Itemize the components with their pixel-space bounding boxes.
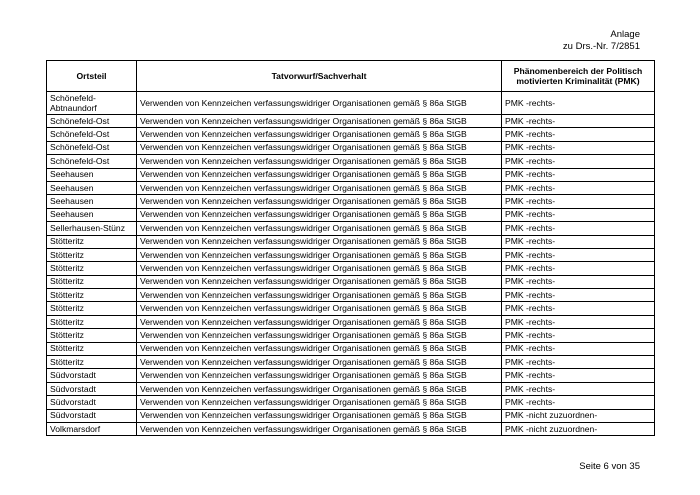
table-row xyxy=(47,382,655,395)
cell-ortsteil: Südvorstadt xyxy=(47,396,137,409)
table-row xyxy=(47,329,655,342)
cell-tatvorwurf: Verwenden von Kennzeichen verfassungswidriger Organisationen gemäß § 86a StGB xyxy=(137,115,502,128)
incident-table xyxy=(46,60,655,436)
cell-ortsteil: Südvorstadt xyxy=(47,369,137,382)
cell-ortsteil: Seehausen xyxy=(47,208,137,221)
cell-phaenomenbereich: PMK -nicht zuzuordnen- xyxy=(502,422,655,435)
cell-phaenomenbereich: PMK -rechts- xyxy=(502,275,655,288)
table-row xyxy=(47,248,655,261)
cell-phaenomenbereich: PMK -rechts- xyxy=(502,262,655,275)
cell-phaenomenbereich: PMK -rechts- xyxy=(502,115,655,128)
cell-ortsteil: Seehausen xyxy=(47,195,137,208)
cell-phaenomenbereich: PMK -rechts- xyxy=(502,222,655,235)
table-row xyxy=(47,262,655,275)
table-row xyxy=(47,315,655,328)
table-row xyxy=(47,168,655,181)
cell-tatvorwurf: Verwenden von Kennzeichen verfassungswidriger Organisationen gemäß § 86a StGB xyxy=(137,369,502,382)
header-annex-label: Anlage xyxy=(610,29,640,40)
table-row xyxy=(47,208,655,221)
cell-ortsteil: Stötteritz xyxy=(47,262,137,275)
table-header-row xyxy=(47,61,655,92)
table-row xyxy=(47,222,655,235)
cell-tatvorwurf: Verwenden von Kennzeichen verfassungswidriger Organisationen gemäß § 86a StGB xyxy=(137,422,502,435)
cell-phaenomenbereich: PMK -rechts- xyxy=(502,208,655,221)
cell-phaenomenbereich: PMK -rechts- xyxy=(502,128,655,141)
cell-phaenomenbereich: PMK -rechts- xyxy=(502,168,655,181)
cell-ortsteil: Seehausen xyxy=(47,181,137,194)
cell-phaenomenbereich: PMK -rechts- xyxy=(502,302,655,315)
table-row xyxy=(47,181,655,194)
cell-ortsteil: Volkmarsdorf xyxy=(47,422,137,435)
cell-tatvorwurf: Verwenden von Kennzeichen verfassungswidriger Organisationen gemäß § 86a StGB xyxy=(137,208,502,221)
table-row xyxy=(47,195,655,208)
table-body xyxy=(47,92,655,436)
cell-tatvorwurf: Verwenden von Kennzeichen verfassungswidriger Organisationen gemäß § 86a StGB xyxy=(137,275,502,288)
column-header-ortsteil: Ortsteil xyxy=(47,61,137,92)
table-row xyxy=(47,409,655,422)
cell-ortsteil: Stötteritz xyxy=(47,248,137,261)
cell-phaenomenbereich: PMK -rechts- xyxy=(502,235,655,248)
cell-tatvorwurf: Verwenden von Kennzeichen verfassungswidriger Organisationen gemäß § 86a StGB xyxy=(137,168,502,181)
cell-tatvorwurf: Verwenden von Kennzeichen verfassungswidriger Organisationen gemäß § 86a StGB xyxy=(137,195,502,208)
cell-ortsteil: Seehausen xyxy=(47,168,137,181)
cell-ortsteil: Schönefeld-Abtnaundorf xyxy=(47,92,137,115)
column-header-phaenomenbereich: Phänomenbereich der Politisch motivierten Kriminalität (PMK) xyxy=(502,61,655,92)
table-row xyxy=(47,128,655,141)
cell-tatvorwurf: Verwenden von Kennzeichen verfassungswidriger Organisationen gemäß § 86a StGB xyxy=(137,409,502,422)
table-row xyxy=(47,141,655,154)
column-header-tatvorwurf: Tatvorwurf/Sachverhalt xyxy=(137,61,502,92)
table-row xyxy=(47,342,655,355)
table-row xyxy=(47,422,655,435)
cell-phaenomenbereich: PMK -rechts- xyxy=(502,155,655,168)
cell-ortsteil: Schönefeld-Ost xyxy=(47,141,137,154)
cell-phaenomenbereich: PMK -rechts- xyxy=(502,181,655,194)
table-row xyxy=(47,369,655,382)
table-row xyxy=(47,115,655,128)
cell-phaenomenbereich: PMK -rechts- xyxy=(502,289,655,302)
cell-tatvorwurf: Verwenden von Kennzeichen verfassungswidriger Organisationen gemäß § 86a StGB xyxy=(137,342,502,355)
cell-ortsteil: Stötteritz xyxy=(47,329,137,342)
cell-phaenomenbereich: PMK -rechts- xyxy=(502,329,655,342)
cell-phaenomenbereich: PMK -rechts- xyxy=(502,195,655,208)
cell-tatvorwurf: Verwenden von Kennzeichen verfassungswidriger Organisationen gemäß § 86a StGB xyxy=(137,235,502,248)
cell-tatvorwurf: Verwenden von Kennzeichen verfassungswidriger Organisationen gemäß § 86a StGB xyxy=(137,141,502,154)
document-header xyxy=(563,29,640,53)
cell-ortsteil: Südvorstadt xyxy=(47,382,137,395)
cell-tatvorwurf: Verwenden von Kennzeichen verfassungswidriger Organisationen gemäß § 86a StGB xyxy=(137,248,502,261)
cell-phaenomenbereich: PMK -rechts- xyxy=(502,356,655,369)
cell-tatvorwurf: Verwenden von Kennzeichen verfassungswidriger Organisationen gemäß § 86a StGB xyxy=(137,315,502,328)
cell-ortsteil: Stötteritz xyxy=(47,275,137,288)
cell-tatvorwurf: Verwenden von Kennzeichen verfassungswidriger Organisationen gemäß § 86a StGB xyxy=(137,181,502,194)
cell-ortsteil: Stötteritz xyxy=(47,315,137,328)
page-number: Seite 6 von 35 xyxy=(579,461,640,472)
table-row xyxy=(47,396,655,409)
table-row xyxy=(47,235,655,248)
cell-ortsteil: Schönefeld-Ost xyxy=(47,128,137,141)
table-row xyxy=(47,289,655,302)
cell-tatvorwurf: Verwenden von Kennzeichen verfassungswidriger Organisationen gemäß § 86a StGB xyxy=(137,382,502,395)
table-row xyxy=(47,155,655,168)
cell-tatvorwurf: Verwenden von Kennzeichen verfassungswidriger Organisationen gemäß § 86a StGB xyxy=(137,155,502,168)
cell-ortsteil: Stötteritz xyxy=(47,302,137,315)
cell-phaenomenbereich: PMK -rechts- xyxy=(502,396,655,409)
cell-tatvorwurf: Verwenden von Kennzeichen verfassungswidriger Organisationen gemäß § 86a StGB xyxy=(137,128,502,141)
cell-phaenomenbereich: PMK -rechts- xyxy=(502,315,655,328)
cell-tatvorwurf: Verwenden von Kennzeichen verfassungswidriger Organisationen gemäß § 86a StGB xyxy=(137,289,502,302)
table-row xyxy=(47,356,655,369)
cell-ortsteil: Südvorstadt xyxy=(47,409,137,422)
cell-ortsteil: Stötteritz xyxy=(47,342,137,355)
header-document-number: zu Drs.-Nr. 7/2851 xyxy=(562,41,640,52)
cell-phaenomenbereich: PMK -nicht zuzuordnen- xyxy=(502,409,655,422)
cell-ortsteil: Stötteritz xyxy=(47,235,137,248)
cell-ortsteil: Sellerhausen-Stünz xyxy=(47,222,137,235)
cell-tatvorwurf: Verwenden von Kennzeichen verfassungswidriger Organisationen gemäß § 86a StGB xyxy=(137,262,502,275)
cell-tatvorwurf: Verwenden von Kennzeichen verfassungswidriger Organisationen gemäß § 86a StGB xyxy=(137,302,502,315)
table-row xyxy=(47,302,655,315)
cell-phaenomenbereich: PMK -rechts- xyxy=(502,248,655,261)
cell-tatvorwurf: Verwenden von Kennzeichen verfassungswidriger Organisationen gemäß § 86a StGB xyxy=(137,92,502,115)
cell-phaenomenbereich: PMK -rechts- xyxy=(502,141,655,154)
cell-tatvorwurf: Verwenden von Kennzeichen verfassungswidriger Organisationen gemäß § 86a StGB xyxy=(137,396,502,409)
cell-tatvorwurf: Verwenden von Kennzeichen verfassungswidriger Organisationen gemäß § 86a StGB xyxy=(137,329,502,342)
cell-ortsteil: Stötteritz xyxy=(47,289,137,302)
cell-phaenomenbereich: PMK -rechts- xyxy=(502,92,655,115)
table-row xyxy=(47,92,655,115)
cell-phaenomenbereich: PMK -rechts- xyxy=(502,342,655,355)
cell-ortsteil: Stötteritz xyxy=(47,356,137,369)
cell-phaenomenbereich: PMK -rechts- xyxy=(502,382,655,395)
cell-ortsteil: Schönefeld-Ost xyxy=(47,155,137,168)
cell-tatvorwurf: Verwenden von Kennzeichen verfassungswidriger Organisationen gemäß § 86a StGB xyxy=(137,356,502,369)
cell-phaenomenbereich: PMK -rechts- xyxy=(502,369,655,382)
table-row xyxy=(47,275,655,288)
cell-ortsteil: Schönefeld-Ost xyxy=(47,115,137,128)
cell-tatvorwurf: Verwenden von Kennzeichen verfassungswidriger Organisationen gemäß § 86a StGB xyxy=(137,222,502,235)
